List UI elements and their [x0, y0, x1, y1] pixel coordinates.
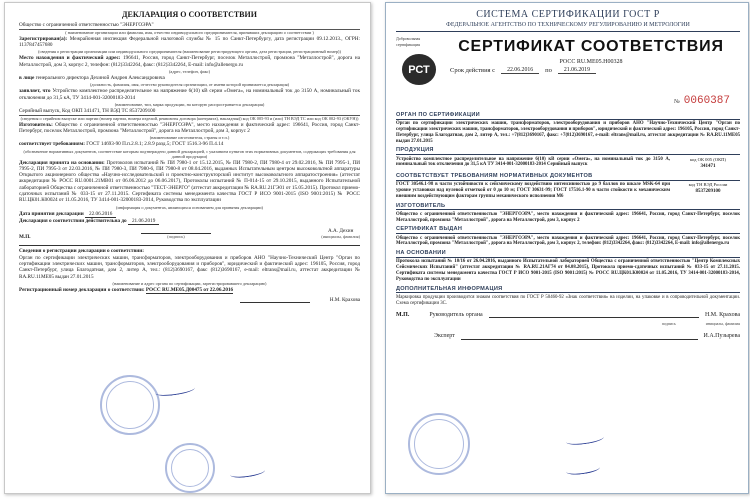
section-basis: НА ОСНОВАНИИ	[396, 250, 740, 258]
person-text: генерального директора Дехиной Андрея Александровича	[35, 74, 165, 81]
section-extra: ДОПОЛНИТЕЛЬНАЯ ИНФОРМАЦИЯ	[396, 286, 740, 294]
signer-slot	[321, 228, 360, 241]
issued-text: Общество с ограниченной ответственностью "ЭНЕРГОЭРА", место нахождения и фактический адрес: 196641, Россия, город Санкт-Петербург, поселок Металлострой, промзона "Металлострой", дорога на Металлострой, дом 3, корпус 2, телефон: (812)3342264, факс: (812)3342264, E-mail: info@allenergo.ru	[396, 235, 740, 247]
reg-number-label: Регистрационный номер декларации о соответствии:	[19, 287, 145, 294]
okp-block	[676, 157, 740, 170]
company-line: Общество с ограниченной ответственностью "ЭНЕРГОЭРА"	[19, 22, 360, 30]
expert-handwritten-signature	[566, 463, 601, 477]
section-norms: СООТВЕТСТВУЕТ ТРЕБОВАНИЯМ НОРМАТИВНЫХ ДОКУМЕНТОВ	[396, 173, 740, 181]
statement-block	[19, 88, 360, 101]
mp-mark: М.П.	[396, 312, 410, 319]
expert-signature-row	[396, 331, 740, 340]
basis-label: Декларация принята на основании:	[19, 159, 105, 166]
section-issued: СЕРТИФИКАТ ВЫДАН	[396, 226, 740, 234]
valid-to: 21.06.2019	[558, 67, 596, 74]
handwritten-signature	[155, 383, 196, 397]
serial-note: (сведения о серийном выпуске или партии (номер партии, номера изделий, реквизиты договора (контракта), накладная)) код ОК 005-93 и (или) ТН ВЭД ТС или код ОК 002-93 (ОКУН))	[20, 115, 359, 121]
validity-to: по	[545, 66, 552, 74]
validity-row	[442, 67, 740, 74]
logo-caption: Добровольная сертификация	[396, 36, 421, 48]
certificate-seal-stamp	[408, 413, 470, 475]
certificate-reg-number: РОСС RU.МЕ05.Н00328	[559, 59, 623, 65]
declarant-signature-row	[19, 227, 360, 240]
valid-until-label: Декларация о соответствии действительна до	[19, 217, 127, 224]
serial-number: 0060387	[683, 95, 730, 107]
expert-name: И.А.Пузырева	[703, 333, 740, 340]
section-product: ПРОДУКЦИЯ	[396, 147, 740, 155]
valid-from: 22.06.2016	[501, 67, 539, 74]
signature-slot	[141, 227, 211, 240]
okp-code: 341471	[700, 163, 716, 169]
maker-text: Общество с ограниченной ответственностью "ЭНЕРГОЭРА", место нахождения и фактический адрес: 196641, Россия, город Санкт-Петербург, поселок Металлострой, промзона "Металлострой", дорога на Металлострой, дом 3, корпус 2	[19, 121, 361, 134]
date-accept: 22.06.2016	[85, 211, 116, 218]
registrar-name: Н.М. Крахова	[329, 297, 360, 304]
basis-note: (информация о документах, являющихся основанием для принятия декларации)	[116, 204, 263, 210]
validity-label: Срок действия с	[450, 66, 496, 74]
registered-block	[19, 36, 360, 49]
certificate-heading: СЕРТИФИКАТ СООТВЕТСТВИЯ	[458, 38, 724, 55]
tnved-label: код ТН ВЭД России	[688, 182, 728, 188]
norms-text: ГОСТ 30546.1-98 в части устойчивости к сейсмическому воздействию интенсивностью до 9 баллов по шкале MSK-64 при уровне установки над нулевой отметкой от 0 до 10 м; ГОСТ 30631-99; ГОСТ 17516.1-90 в части стойкости к механическим внешним воздействующим факторам группы механического исполнения М6	[396, 182, 670, 199]
person-block	[19, 75, 360, 81]
certificate-document	[385, 2, 749, 494]
okp-label: код ОК 005 (ОКП)	[690, 156, 726, 162]
head-captions-row	[396, 321, 740, 327]
address-note: (адрес, телефон, факс)	[168, 68, 211, 74]
head-signature-row	[396, 309, 740, 318]
requirements-label: соответствует требованиям:	[19, 141, 85, 148]
address-label: Место нахождения и фактический адрес:	[19, 55, 121, 62]
person-note: (должность, фамилия, имя, отчество руководителя организации, от имени которой принимается декларация)	[89, 82, 290, 88]
system-title: СИСТЕМА СЕРТИФИКАЦИИ ГОСТ Р	[476, 9, 660, 20]
maker-label: Изготовитель:	[19, 121, 53, 128]
tnved-block	[676, 182, 740, 199]
statement-label: заявляет, что	[19, 88, 51, 95]
reg-number-block	[19, 287, 360, 293]
registrar-handwritten-signature	[230, 466, 266, 480]
serial-number-row	[396, 95, 730, 109]
tnved-code: 8537209100	[695, 189, 721, 195]
registered-label: Зарегистрирован(а):	[19, 35, 68, 42]
head-name: Н.М. Крахова	[704, 312, 740, 319]
registration-seal-stamp	[165, 443, 215, 493]
requirements-block	[19, 141, 360, 147]
blue-seal-stamp	[100, 375, 160, 435]
registered-note: (сведения о регистрации организации или индивидуального предпринимателя (наименование регистрирующего органа, дата регистрации, регистрационный номер))	[38, 49, 341, 55]
maker-note: (наименование изготовителя, страны и т.п.)	[149, 135, 230, 141]
declaration-document	[4, 2, 371, 494]
expert-label: Эксперт	[434, 333, 455, 340]
registrar-signature-row	[19, 296, 360, 303]
section-maker: ИЗГОТОВИТЕЛЬ	[396, 203, 740, 211]
head-sig-caption: подпись	[661, 321, 676, 327]
head-handwritten-signature	[566, 432, 605, 446]
address-text: 196641, Россия, город Санкт-Петербург, поселок Металлострой, промзона "Металлострой", дорога на Металлострой, дом 3, корпус 2, телефон: (812)3342264, факс: (812)3342264, E-mail: info@allenergo.ru	[19, 55, 360, 68]
registrar-signature-line	[240, 296, 310, 303]
section-cert-body: ОРГАН ПО СЕРТИФИКАЦИИ	[396, 112, 740, 120]
certificate-heading-block	[442, 35, 740, 74]
person-label: в лице	[19, 74, 35, 81]
signer-caption: (инициалы, фамилия)	[321, 234, 360, 240]
valid-until: 21.06.2019	[128, 218, 159, 225]
product-row	[396, 157, 740, 170]
head-signature-line	[489, 309, 699, 318]
address-block	[19, 55, 360, 68]
declaration-title: ДЕКЛАРАЦИЯ О СООТВЕТСТВИИ	[122, 10, 257, 19]
basis-text: Протокола испытаний № 10/16 от 26.04.2016, выданного Испытательной лабораторией Общества с ограниченной ответственностью "Центр Комплексных Сейсмических Испытаний" (аттестат аккредитации № RA.RU.21АГ74 от 04.08.2015), Протокола приемо-сдаточных испытаний № 033-15 от 27.11.2015. Сертификата системы менеджмента качества ГОСТ Р ИСО 9001-2015 (ISO 9001:2015) № РОСС RU.ЦК01.К00024 от 11.05.2016, ТУ 3414-001-32000183-2014, Руководства по эксплуатации	[396, 259, 740, 282]
basis-block	[19, 160, 360, 204]
signature-line	[141, 227, 211, 234]
basis-text: Протоколов испытаний № ПИ 7980-1 от 15.12.2015, № ПИ 7980-2, ПИ 7980-4 от 29.02.2016, № ПИ 7995-1, ПИ 7995-2, ПИ 7995-3 от 22.03.2016, № ПИ 7980-3, ПИ 7980-6, ПИ 7980-8 от 08.04.2016, выданных Испытательным центром высоковольтной аппаратуры Открытого акционерного общества «Научно-исследовательский и проектно-конструкторский институт высоковольтного аппаратостроения» (аттестат аккредитации № РОСС RU.0001.21МВ01 от 06.06.2012 до 06.06.2017), Протоколы испытаний № П-014-15 от 29.10.2015, выданного Испытательной лабораторией Общества с ограниченной ответственностью "ТЕСТ-ЭНЕРГО" (аттестат аккредитации № RA.RU.21ГЭ01 от 15.05.2015). Протокол приемо-сдаточных испытаний № 033-15 от 27.11.2015. Сертификата системы менеджмента качества ГОСТ Р ИСО 9001-2015 (ISO 9001:2015) № РОСС RU.ЦК01.К00024 от 11.05.2016, ТУ 3414-001-32000183-2014, Руководства по эксплуатации	[19, 159, 360, 204]
registered-text: Межрайонная инспекция Федеральной налоговой службы № 15 по Санкт-Петербургу, дата регистрации 09.12.2013., ОГРН: 1137847457680	[19, 35, 360, 49]
statement-note: (наименование, тип, марка продукции, на которую распространяется декларация)	[114, 101, 265, 107]
head-label: Руководитель органа	[429, 312, 483, 319]
statement-text: Устройство комплектное распределительное на напряжение 6(10) кВ серии «Омега», на номинальный ток до 3150 А, номинальный ток отключения до 31,5 кА, ТУ 3414-001-32000183-2014	[19, 88, 360, 101]
norms-row	[396, 182, 740, 199]
requirements-text: ГОСТ 14693-90 П.п.2.8.1; 2.8.9 разд.5; ГОСТ 1516.3-96 П.4.14	[86, 141, 224, 148]
signer-name: А.А. Дехин	[327, 227, 354, 234]
reg-info-text: Орган по сертификации электрических машин, трансформаторов, электрооборудования и приборов АНО "Научно-Технический Центр "Орган по сертификации электрических машин, трансформаторов, электрооборудования и приборов", юридический и фактический адрес: 196105, Россия, город Санкт-Петербург, улица Благодатная, дом 2, литер А, тел.: (812)3690167, факс (812)3690167, e-mail: eltrans@mail.ru, аттестат аккредитации № RA.RU.11МЕ05 выдан 27.01.2015	[19, 254, 360, 280]
reg-info-note: (наименование и адрес органа по сертификации, зарегистрировавшего декларацию)	[112, 281, 267, 287]
serial-text: Серийный выпуск, Код ОКП 341471, ТН ВЭД ТС 8537209100	[19, 108, 360, 116]
date-accept-block	[19, 211, 360, 217]
mp-stamp-mark: М.П.	[19, 234, 31, 241]
rst-logo	[396, 35, 442, 85]
company-note: ( наименование организации или фамилия, имя, отчество индивидуального предпринимателя, принявших декларацию о соответствии )	[65, 29, 314, 35]
expert-signature-line	[461, 331, 698, 340]
reg-info-label: Сведения о регистрации декларации о соответствии:	[19, 247, 144, 254]
maker-block	[19, 122, 360, 135]
maker-text: Общество с ограниченной ответственностью "ЭНЕРГОЭРА", место нахождения и фактический адрес: 196641, Россия, город Санкт-Петербург, поселок Металлострой, промзона "Металлострой", дорога на Металлострой, дом 3, корпус 2	[396, 211, 740, 223]
cert-body-text: Орган по сертификации электрических машин, трансформаторов, электрооборудования и приборов АНО "Научно-Технический Центр "Орган по сертификации электрических машин, трансформаторов, электрооборудования и приборов", юридический и фактический адрес: 196105, Россия, город Санкт-Петербург, улица Благодатная, дом 2, литер А, тел.: +7(812)3690167, факс: +7(812)3690167, e-mail: eltrans@mail.ru, аттестат аккредитации № RA.RU.11МЕ05 выдан 27.01.2015	[396, 121, 740, 144]
reg-number: РОСС RU.МЕ05.Д00475 от 22.06.2016	[145, 287, 234, 294]
requirements-note: (обозначение нормативных документов, соответствие которым подтверждено данной декларацией, с указанием пунктов этих нормативных документов, содержащих требования для данной продукции)	[23, 148, 356, 159]
valid-until-block	[19, 218, 360, 224]
date-accept-label: Дата принятия декларации	[19, 210, 84, 217]
registration-section	[19, 245, 360, 304]
serial-label: №	[674, 99, 680, 105]
agency-title: ФЕДЕРАЛЬНОЕ АГЕНТСТВО ПО ТЕХНИЧЕСКОМУ РЕГУЛИРОВАНИЮ И МЕТРОЛОГИИ	[396, 21, 740, 32]
head-initials-caption: инициалы, фамилия	[705, 321, 740, 327]
rst-logo-icon: РСТ	[402, 54, 436, 85]
product-text: Устройство комплектное распределительное на напряжение 6(10) кВ серии «Омега», на номинальный ток до 3150 А, номинальный ток отключения до 31,5 кА ТУ 3414-001-32000183-2014 Серийный выпуск	[396, 156, 670, 168]
extra-text: Маркировка продукции производится знаком соответствия по ГОСТ Р 50460-92 «Знак соответствия» на изделии, на упаковке и в сопроводительной документации. Схема сертификации 3С.	[396, 294, 740, 306]
signature-caption: (подпись)	[167, 234, 185, 240]
certificate-header	[396, 35, 740, 95]
